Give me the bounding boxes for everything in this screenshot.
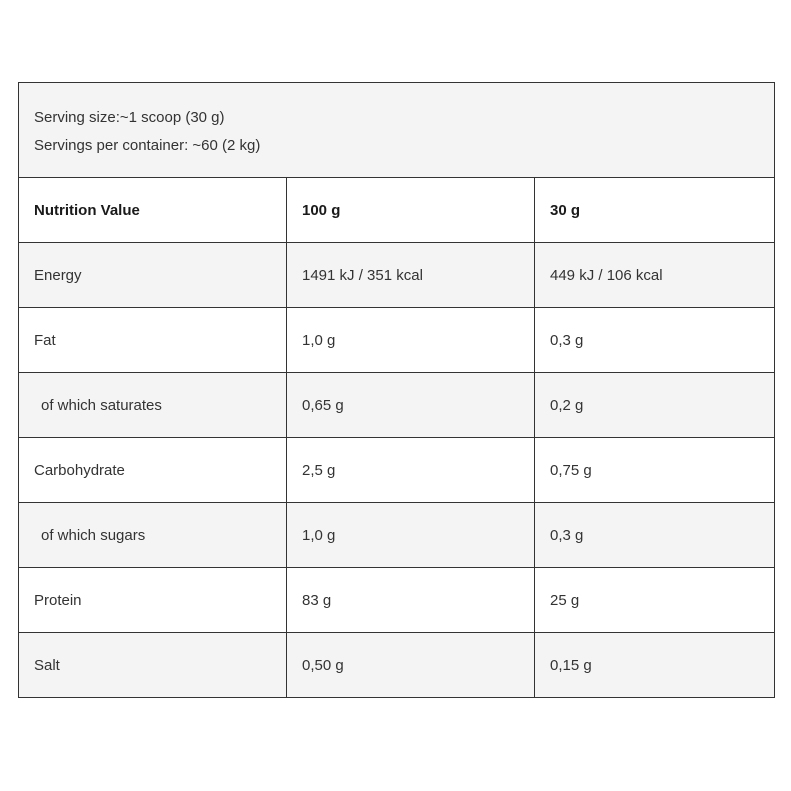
serving-info-cell <box>19 83 775 178</box>
header-nutrition-value: Nutrition Value <box>19 178 287 243</box>
serving-info-row <box>19 83 775 178</box>
row-value-30g: 0,3 g <box>535 503 775 568</box>
row-value-100g: 1491 kJ / 351 kcal <box>287 243 535 308</box>
table-header-row <box>19 178 775 243</box>
table-row-energy <box>19 243 775 308</box>
servings-per-container: Servings per container: ~60 (2 kg) <box>34 137 261 154</box>
row-label: Protein <box>19 568 287 633</box>
row-label: Fat <box>19 308 287 373</box>
header-per-100g: 100 g <box>287 178 535 243</box>
table-row-saturates <box>19 373 775 438</box>
row-value-30g: 25 g <box>535 568 775 633</box>
row-value-100g: 0,50 g <box>287 633 535 698</box>
row-label: Carbohydrate <box>19 438 287 503</box>
nutrition-table <box>18 82 775 698</box>
row-label: Salt <box>19 633 287 698</box>
row-value-100g: 83 g <box>287 568 535 633</box>
row-value-100g: 1,0 g <box>287 308 535 373</box>
table-row-salt <box>19 633 775 698</box>
serving-size: Serving size:~1 scoop (30 g) <box>34 109 225 126</box>
table-row-fat <box>19 308 775 373</box>
table-row-protein <box>19 568 775 633</box>
row-label <box>19 503 287 568</box>
table-row-carbohydrate <box>19 438 775 503</box>
nutrition-table-container <box>18 82 774 698</box>
row-value-30g: 0,75 g <box>535 438 775 503</box>
row-value-100g: 0,65 g <box>287 373 535 438</box>
row-value-30g: 0,3 g <box>535 308 775 373</box>
row-value-30g: 0,2 g <box>535 373 775 438</box>
row-value-100g: 1,0 g <box>287 503 535 568</box>
header-per-30g: 30 g <box>535 178 775 243</box>
row-label: Energy <box>19 243 287 308</box>
row-label-text: of which sugars <box>41 526 146 544</box>
row-value-30g: 449 kJ / 106 kcal <box>535 243 775 308</box>
row-label-text: of which saturates <box>41 396 162 414</box>
row-value-30g: 0,15 g <box>535 633 775 698</box>
row-label <box>19 373 287 438</box>
row-value-100g: 2,5 g <box>287 438 535 503</box>
table-row-sugars <box>19 503 775 568</box>
